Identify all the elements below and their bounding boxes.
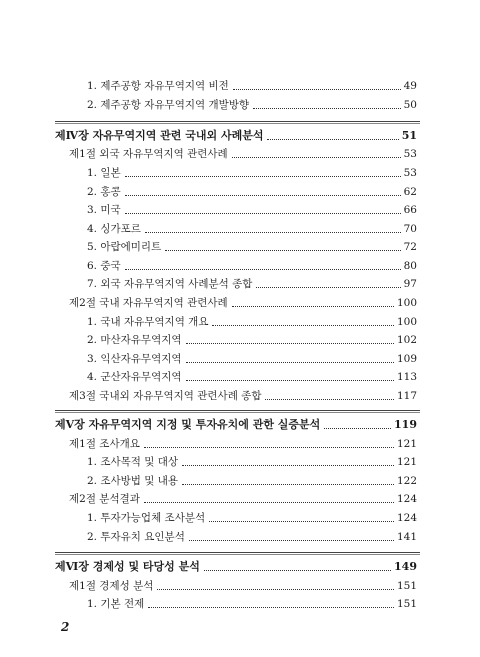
- dot-leader: [182, 484, 394, 485]
- toc-entry-title: 제2절 국내 자유무역지역 관련사례: [69, 297, 228, 309]
- toc-page-number: 141: [396, 531, 417, 543]
- dot-leader: [212, 325, 393, 326]
- dot-leader: [232, 306, 394, 307]
- dot-leader: [233, 89, 401, 90]
- toc-page-number: 80: [403, 260, 417, 272]
- toc-section-entry[interactable]: [69, 577, 417, 595]
- dot-leader: [125, 195, 401, 196]
- toc-entry-title: 4. 싱가포르: [87, 223, 141, 235]
- dot-leader: [256, 287, 400, 288]
- dot-leader: [232, 157, 401, 158]
- toc-entry-title: 1. 기본 전제: [87, 598, 145, 610]
- toc-item-entry[interactable]: [87, 528, 417, 546]
- toc-page-number: 151: [396, 598, 417, 610]
- toc-entry-title: 제3절 국내외 자유무역지역 관련사례 종합: [69, 390, 262, 402]
- toc-page-number: 124: [396, 493, 417, 505]
- toc-item-entry[interactable]: [87, 331, 417, 349]
- toc-entry-title: 2. 홍콩: [87, 186, 121, 198]
- dot-leader: [186, 343, 394, 344]
- toc-entry-title: 2. 투자유치 요인분석: [87, 531, 185, 543]
- toc-page-number: 53: [403, 148, 417, 160]
- toc-item-entry[interactable]: [87, 257, 417, 275]
- dot-leader: [182, 465, 394, 466]
- toc-page-number: 121: [396, 456, 417, 468]
- toc-chapter-entry[interactable]: [55, 558, 417, 576]
- toc-page-number: 109: [396, 353, 417, 365]
- toc-entry-title: 제1절 외국 자유무역지역 관련사례: [69, 148, 228, 160]
- toc-page-number: 70: [403, 223, 417, 235]
- toc-page-number: 122: [396, 475, 417, 487]
- dot-leader: [125, 269, 401, 270]
- toc-item-entry[interactable]: [87, 313, 417, 331]
- toc-section-entry[interactable]: [69, 435, 417, 453]
- toc-entry-title: 7. 외국 자유무역지역 사례분석 종합: [87, 278, 253, 290]
- toc-page-number: 100: [396, 316, 417, 328]
- toc-section-entry[interactable]: [69, 387, 417, 405]
- toc-item-entry[interactable]: [87, 183, 417, 201]
- toc-entry-title: 제1절 경제성 분석: [69, 580, 154, 592]
- toc-item-entry[interactable]: [87, 368, 417, 386]
- toc-page-number: 121: [396, 438, 417, 450]
- toc-entry-title: 1. 투자가능업체 조사분석: [87, 512, 206, 524]
- toc-entry-title: 2. 마산자유무역지역: [87, 334, 182, 346]
- toc-entry-title: 6. 중국: [87, 260, 121, 272]
- chapter-divider-rule: [55, 552, 420, 553]
- dot-leader: [148, 607, 394, 608]
- toc-item-entry[interactable]: [87, 275, 417, 293]
- toc-entry-title: 1. 일본: [87, 167, 121, 179]
- dot-leader: [186, 362, 394, 363]
- toc-page-number: 49: [403, 80, 417, 92]
- toc-page-number: 62: [403, 186, 417, 198]
- toc-entry-title: 제Ⅴ장 자유무역지역 지정 및 투자유치에 관한 실증분석: [55, 418, 321, 431]
- dot-leader: [144, 447, 394, 448]
- toc-entry-title: 제Ⅵ장 경제성 및 타당성 분석: [55, 560, 200, 573]
- toc-entry-title: 1. 제주공항 자유무역지역 비전: [87, 80, 229, 92]
- toc-page-number: 102: [396, 334, 417, 346]
- toc-item-entry[interactable]: [87, 350, 417, 368]
- dot-leader: [204, 570, 391, 571]
- toc-section-entry[interactable]: [69, 294, 417, 312]
- dot-leader: [157, 589, 394, 590]
- toc-chapter-entry[interactable]: [55, 416, 417, 434]
- toc-entry-title: 제1절 조사개요: [69, 438, 140, 450]
- toc-page-number: 119: [394, 418, 417, 431]
- toc-section-entry[interactable]: [69, 490, 417, 508]
- toc-page-number: 149: [394, 560, 417, 573]
- toc-item-entry[interactable]: [87, 164, 417, 182]
- toc-entry-title: 제2절 분석결과: [69, 493, 140, 505]
- page-number: 2: [61, 620, 70, 634]
- dot-leader: [267, 139, 398, 140]
- toc-item-entry[interactable]: [87, 77, 417, 95]
- toc-item-entry[interactable]: [87, 220, 417, 238]
- toc-entry-title: 2. 조사방법 및 내용: [87, 475, 179, 487]
- dot-leader: [253, 108, 401, 109]
- toc-entry-title: 1. 국내 자유무역지역 개요: [87, 316, 209, 328]
- dot-leader: [144, 502, 394, 503]
- toc-item-entry[interactable]: [87, 453, 417, 471]
- toc-entry-title: 1. 조사목적 및 대상: [87, 456, 179, 468]
- toc-item-entry[interactable]: [87, 472, 417, 490]
- dot-leader: [209, 521, 394, 522]
- dot-leader: [324, 428, 391, 429]
- toc-item-entry[interactable]: [87, 595, 417, 613]
- toc-page-number: 124: [396, 512, 417, 524]
- toc-page-number: 113: [396, 371, 417, 383]
- toc-item-entry[interactable]: [87, 238, 417, 256]
- toc-page-number: 51: [401, 129, 417, 142]
- chapter-divider-rule: [55, 410, 420, 411]
- toc-item-entry[interactable]: [87, 96, 417, 114]
- toc-entry-title: 2. 제주공항 자유무역지역 개발방향: [87, 99, 250, 111]
- toc-page-number: 117: [396, 390, 417, 402]
- chapter-divider-rule: [55, 121, 420, 122]
- toc-item-entry[interactable]: [87, 509, 417, 527]
- toc-page-number: 66: [403, 204, 417, 216]
- toc-page-number: 50: [403, 99, 417, 111]
- toc-page-number: 72: [403, 241, 417, 253]
- dot-leader: [125, 213, 401, 214]
- toc-page-number: 151: [396, 580, 417, 592]
- toc-item-entry[interactable]: [87, 201, 417, 219]
- toc-chapter-entry[interactable]: [55, 127, 417, 145]
- dot-leader: [165, 250, 400, 251]
- dot-leader: [189, 540, 394, 541]
- toc-page-number: 53: [403, 167, 417, 179]
- dot-leader: [265, 399, 393, 400]
- toc-page-number: 97: [403, 278, 417, 290]
- dot-leader: [125, 176, 401, 177]
- toc-entry-title: 3. 익산자유무역지역: [87, 353, 182, 365]
- toc-page-number: 100: [396, 297, 417, 309]
- toc-entry-title: 4. 군산자유무역지역: [87, 371, 182, 383]
- toc-section-entry[interactable]: [69, 145, 417, 163]
- dot-leader: [186, 380, 394, 381]
- dot-leader: [145, 232, 401, 233]
- toc-entry-title: 5. 아랍에미리트: [87, 241, 162, 253]
- toc-entry-title: 3. 미국: [87, 204, 121, 216]
- toc-entry-title: 제Ⅳ장 자유무역지역 관련 국내외 사례분석: [55, 129, 264, 142]
